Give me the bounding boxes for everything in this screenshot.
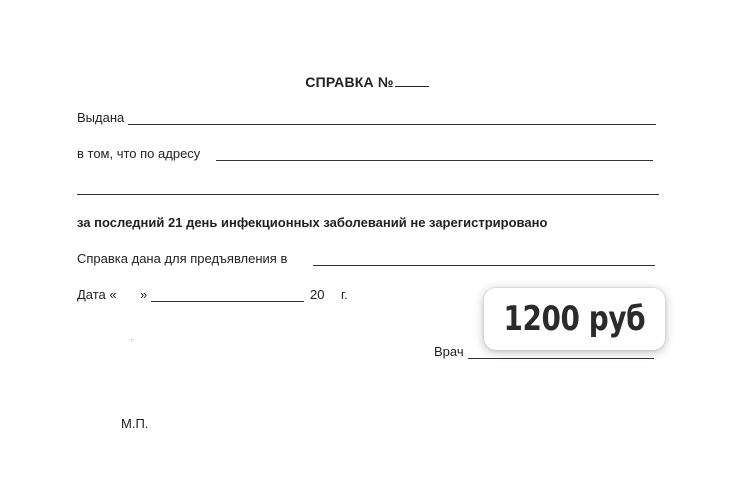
scan-speck [131,339,132,340]
address-label: в том, что по адресу [77,146,201,161]
certificate-title-text: СПРАВКА № [305,74,394,90]
certificate-number-line [395,72,429,87]
date-year-suffix-wrap [341,287,348,302]
date-month-line [151,301,304,302]
address-continuation-line [77,194,659,195]
address-line [216,160,653,161]
presented-to-line [313,265,655,266]
issued-to-label: Выдана [77,110,125,125]
date-row [77,287,117,302]
issued-to-row [77,110,124,125]
address-row [77,146,200,161]
stamp-label: М.П. [121,416,149,431]
price-badge [484,288,665,350]
date-year-suffix: г. [341,287,348,302]
date-close-quote: » [140,287,148,302]
doctor-signature-line [468,358,654,359]
statement-text: за последний 21 день инфекционных заболеваний не зарегистрировано [77,215,548,230]
presented-to-row [77,251,287,266]
doctor-label: Врач [434,344,464,359]
date-close-quote-wrap [140,287,147,302]
date-year-prefix: 20 [310,287,325,302]
date-label: Дата « [77,287,117,302]
presented-to-label: Справка дана для предъявления в [77,251,288,266]
doctor-row [434,344,464,359]
certificate-title [0,72,734,90]
price-text: 1200 руб [503,299,646,339]
date-year-prefix-wrap [310,287,324,302]
issued-to-line [128,124,656,125]
